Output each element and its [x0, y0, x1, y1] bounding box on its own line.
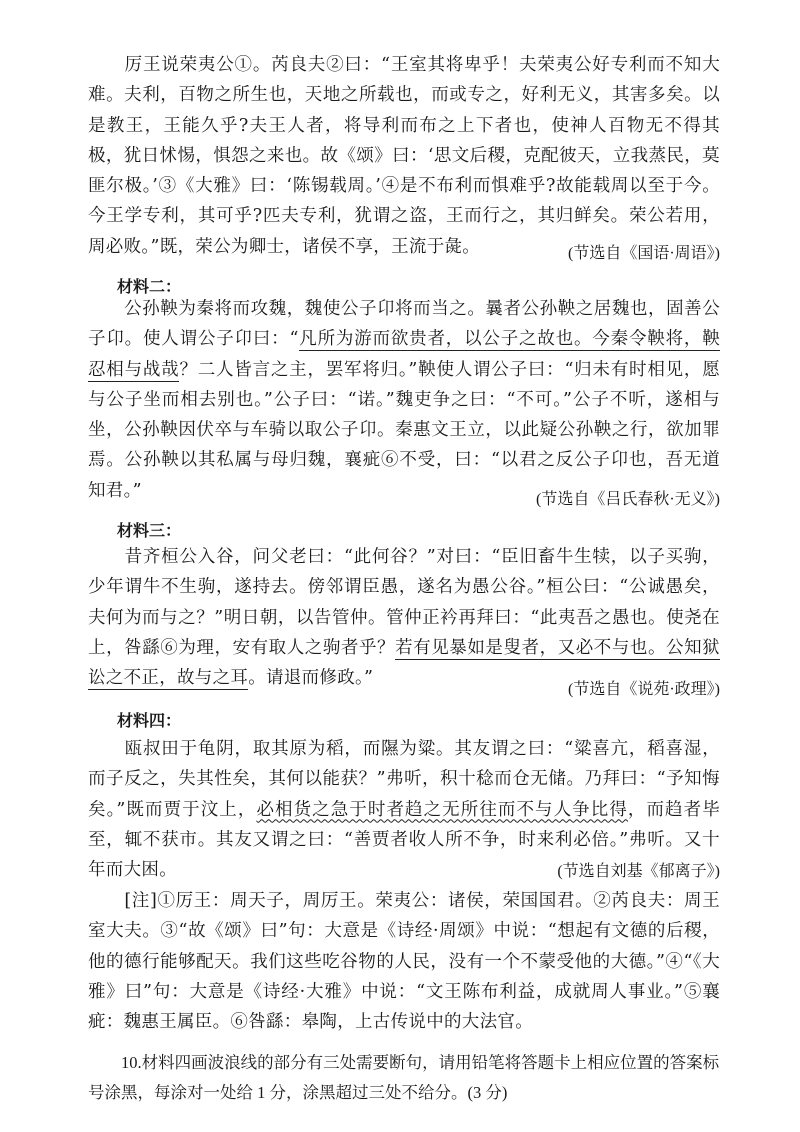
material-two-source: (节选自《吕氏春秋·无义》) [536, 491, 720, 508]
material-three-source: (节选自《说苑·政理》) [568, 681, 720, 698]
material-two-text-a: 公孙鞅为秦将而攻魏，魏使公子卬将而当之。曩者公孙鞅之居魏也，固善公子卬。使人谓公子卬曰：“ [88, 299, 720, 350]
material-four-heading: 材料四： [117, 711, 182, 730]
material-three-text-a: 昔齐桓公入谷，问父老曰：“此何谷？”对曰：“臣旧畜牛生犊，以子买驹，少年谓牛不生驹，遂持去。傍邻谓臣愚，遂名为愚公谷。”桓公曰：“公诚愚矣，夫何为而与之？”明日朝，以告管仲。管仲正衿再拜曰：“此夷吾之愚也。使尧在上，咎繇⑥为理，安有取人之驹者乎？ [88, 547, 720, 658]
material-three-heading: 材料三： [117, 521, 182, 540]
material-four-text-a: 瓯叔田于龟阴，取其原为稻，而隰为粱。其友谓之曰：“粱喜亢，稻喜湿，而子反之，失其性矣，其何以能获？”弗听，积十稔而仓无储。乃拜曰：“予知悔矣。”既而贾于汶上， [88, 739, 720, 820]
material-one-source: (节选自《国语·周语》) [568, 245, 720, 262]
annotation-notes: [注]①厉王：周天子，周厉王。荣夷公：诸侯，荣国国君。②芮良夫：周王室大夫。③“故《颂》曰”句：大意是《诗经·周颂》中说：“想起有文德的后稷，他的德行能够配天。我们这些吃谷物的人民，没有一个不蒙受他的大德。”④“《大雅》曰”句：大意是《诗经·大雅》中说：“文王陈布利益，成就周人事业。”⑤襄疵：魏惠王属臣。⑥咎繇：皋陶，上古传说中的大法官。 [88, 891, 720, 1033]
material-three-underlined: 若有见暴如是叟者，又必不与也。公知狱讼之不正，故与之耳 [88, 637, 720, 689]
material-four-text-b: ，而趋者毕至，辄不获市。其友又谓之曰：“善贾者收人所不争，时来利必倍。”弗听。又十年而大困。 [88, 799, 720, 881]
question-ten: 10.材料四画波浪线的部分有三处需要断句，请用铅笔将答题卡上相应位置的答案标号涂黑，每涂对一处给 1 分，涂黑超过三处不给分。(3 分) [88, 1053, 720, 1102]
material-one-text: 厉王说荣夷公①。芮良夫②曰：“王室其将卑乎！夫荣夷公好专利而不知大难。夫利，百物之所生也，天地之所载也，而或专之，好利无义，其害多矣。以是教王，王能久乎?夫王人者，将导利而布之上下者也，使神人百物无不得其极，犹日怵惕，惧怨之来也。故《颂》曰：‘思文后稷，克配彼天，立我蒸民，莫匪尔极。’③《大雅》曰：‘陈锡载周。’④是不布利而惧难乎?故能载周以至于今。今王学专利，其可乎?匹夫专利，犹谓之盗，王而行之，其归鲜矣。荣公若用，周必败。”既，荣公为卿士，诸侯不享，王流于彘。 [88, 55, 720, 257]
material-two-text [88, 294, 720, 506]
material-four-wavy-text: 必相货之急于时者趋之无所往而不与人争比得 [256, 799, 628, 820]
material-two-underlined: 凡所为游而欲贵者，以公子之故也。今秦令鞅将，鞅忍相与战哉 [88, 329, 721, 380]
material-four-source: (节选自刘基《郁离子》) [557, 863, 720, 880]
material-two-heading: 材料二： [117, 277, 182, 296]
material-three-text-b: 。请退而修政。” [248, 668, 374, 689]
material-two-text-b: ？二人皆言之主，罢军将归。”鞅使人谓公子曰：“归未有时相见，愿与公子坐而相去别也。”公子曰：“诺。”魏吏争之曰：“不可。”公子不听，遂相与坐，公孙鞅因伏卒与车骑以取公子卬。秦惠文王立，以此疑公孙鞅之行，欲加罪焉。公孙鞅以其私属与母归魏，襄疵⑥不受，曰：“以君之反公子卬也，吾无道知君。” [88, 359, 720, 501]
material-three-text [88, 542, 720, 693]
